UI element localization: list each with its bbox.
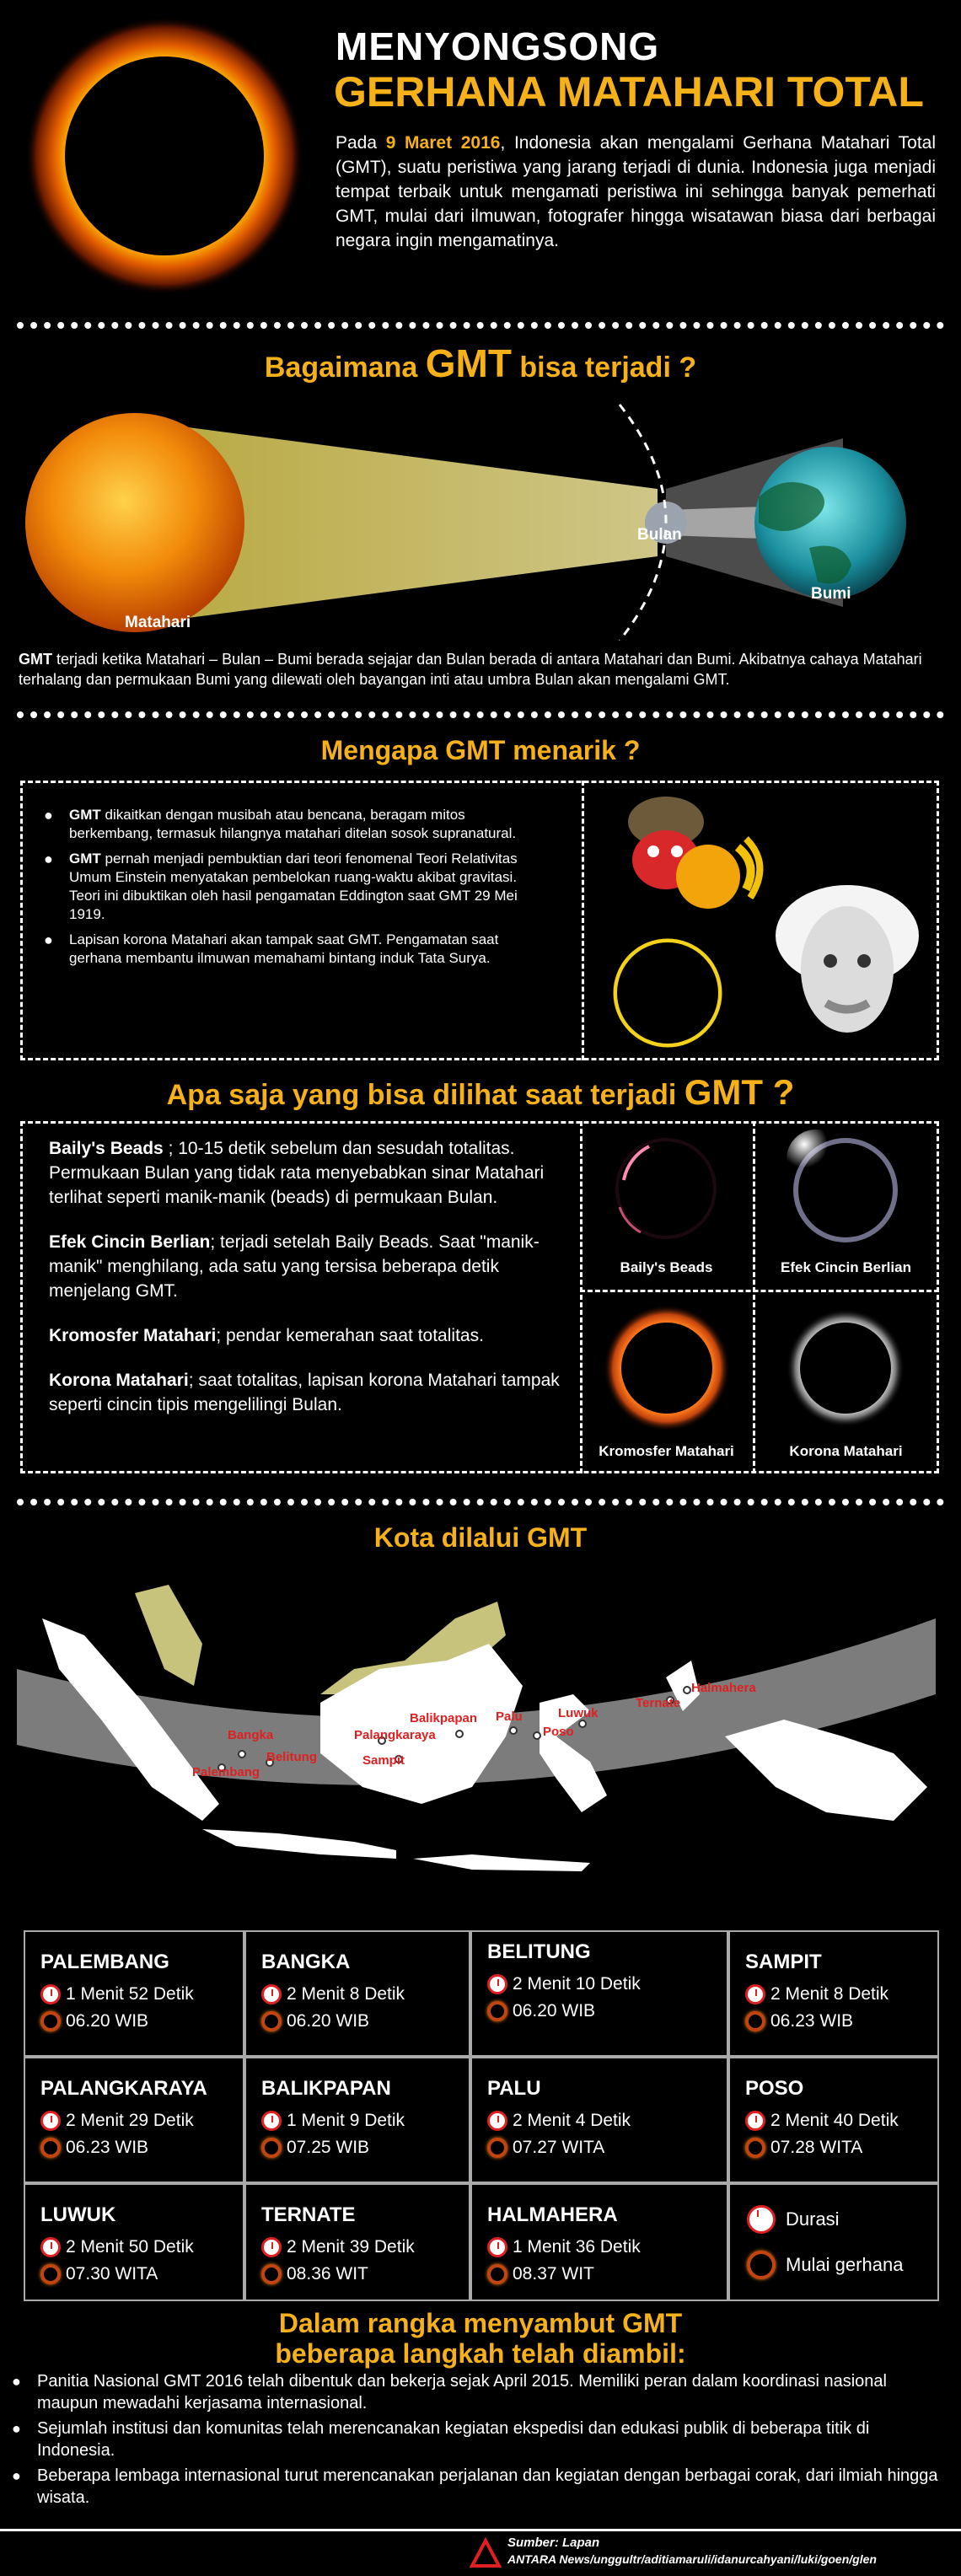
eclipse-start-icon xyxy=(487,2138,507,2158)
divider xyxy=(17,711,944,718)
city-marker xyxy=(683,1686,691,1694)
table-cell: HALMAHERA 1 Menit 36 Detik 08.37 WIT xyxy=(470,2183,728,2301)
eclipse-start-icon xyxy=(745,2138,765,2158)
footer xyxy=(0,2529,961,2576)
list-item: Baily's Beads ; 10-15 detik sebelum dan sesudah totalitas. Permukaan Bulan yang tidak rata menyebabkan sinar Matahari terlihat seperti manik-manik (beads) di permukaan Bulan. xyxy=(49,1139,545,1207)
city-marker xyxy=(578,1720,587,1728)
see-list xyxy=(49,1136,563,1437)
divider xyxy=(17,1499,944,1505)
chromosphere-image xyxy=(604,1305,730,1431)
label-earth: Bumi xyxy=(811,585,851,603)
map-label-palu: Palu xyxy=(496,1709,523,1724)
table-legend xyxy=(728,2183,939,2301)
map-label-sampit: Sampit xyxy=(362,1753,405,1768)
footer-credit: ANTARA News/unggultr/aditiamaruli/idanurcahyani/luki/goen/glen xyxy=(507,2552,877,2566)
how-title: Bagaimana GMT bisa terjadi ? xyxy=(264,341,697,385)
table-cell: BELITUNG 2 Menit 10 Detik 06.20 WIB xyxy=(470,1930,728,2057)
stopwatch-icon xyxy=(261,1984,282,2004)
caption-bailys-beads: Baily's Beads xyxy=(620,1259,713,1275)
how-description: GMT terjadi ketika Matahari – Bulan – Bumi berada sejajar dan Bulan berada di antara Matahari dan Bumi. Akibatnya cahaya Matahari terhalang dan permukaan Bumi yang dilewati oleh bayangan inti atau umbra Bulan akan mengalami GMT. xyxy=(19,651,922,688)
steps-list xyxy=(12,2370,948,2512)
title-line2: GERHANA MATAHARI TOTAL xyxy=(334,68,924,115)
stopwatch-icon xyxy=(747,2205,776,2234)
stopwatch-icon xyxy=(487,2237,507,2257)
map-label-palembang: Palembang xyxy=(192,1765,260,1779)
why-box-divider xyxy=(582,781,584,1060)
eclipse-start-icon xyxy=(40,2264,61,2284)
table-cell: TERNATE 2 Menit 39 Detik 08.36 WIT xyxy=(244,2183,470,2301)
see-title: Apa saja yang bisa dilihat saat terjadi GMT ? xyxy=(166,1072,795,1112)
caption-diamond-ring: Efek Cincin Berlian xyxy=(781,1259,911,1275)
table-cell: PALANGKARAYA 2 Menit 29 Detik 06.23 WIB xyxy=(24,2057,244,2183)
table-cell: BANGKA 2 Menit 8 Detik 06.20 WIB xyxy=(244,1930,470,2057)
stopwatch-icon xyxy=(487,1974,507,1994)
steps-title: Dalam rangka menyambut GMT beberapa langkah telah diambil: xyxy=(275,2308,686,2369)
city-marker xyxy=(238,1750,246,1758)
map-title: Kota dilalui GMT xyxy=(373,1522,588,1553)
eclipse-start-icon xyxy=(487,2001,507,2021)
stopwatch-icon xyxy=(40,1984,61,2004)
stopwatch-icon xyxy=(40,2111,61,2131)
why-title: Mengapa GMT menarik ? xyxy=(320,735,641,765)
table-cell: PALU 2 Menit 4 Detik 07.27 WITA xyxy=(470,2057,728,2183)
legend-duration: Durasi xyxy=(786,2208,840,2230)
antara-logo-icon xyxy=(469,2537,502,2569)
caption-corona: Korona Matahari xyxy=(789,1443,903,1459)
eclipse-start-icon xyxy=(487,2264,507,2284)
table-cell: PALEMBANG 1 Menit 52 Detik 06.20 WIB xyxy=(24,1930,244,2057)
eclipse-start-icon xyxy=(261,2138,282,2158)
legend-start: Mulai gerhana xyxy=(786,2254,904,2275)
footer-source: Sumber: Lapan xyxy=(507,2536,600,2550)
see-box-divider-v2 xyxy=(753,1121,755,1473)
stopwatch-icon xyxy=(40,2237,61,2257)
eclipse-start-icon xyxy=(261,2011,282,2031)
list-item: Kromosfer Matahari; pendar kemerahan saat totalitas. xyxy=(49,1326,484,1345)
map-label-bangka: Bangka xyxy=(228,1728,274,1742)
stopwatch-icon xyxy=(261,2111,282,2131)
map-label-balikpapan: Balikpapan xyxy=(410,1711,478,1725)
table-cell: SAMPIT 2 Menit 8 Detik 06.23 WIB xyxy=(728,1930,939,2057)
sun-icon xyxy=(25,413,244,632)
table-cell: LUWUK 2 Menit 50 Detik 07.30 WITA xyxy=(24,2183,244,2301)
list-item: Efek Cincin Berlian; terjadi setelah Baily Beads. Saat "manik-manik" menghilang, ada satu yang tersisa beberapa detik menjelang GMT. xyxy=(49,1232,540,1301)
eclipse-illustration xyxy=(25,17,303,295)
divider xyxy=(17,322,944,329)
list-item: Korona Matahari; saat totalitas, lapisan korona Matahari tampak seperti cincin tipis mengelilingi Bulan. xyxy=(49,1371,560,1414)
intro-text: Pada 9 Maret 2016, Indonesia akan mengalami Gerhana Matahari Total (GMT), suatu peristiwa yang jarang terjadi di dunia. Indonesia juga menjadi tempat terbaik untuk mengamati peristiwa ini sehingga banyak pemerhati GMT, mulai dari ilmuwan, fotografer hingga wisatawan biasa dari berbagai negara ingin mengamatinya. xyxy=(336,133,937,250)
list-item: ● GMT pernah menjadi pembuktian dari teori fenomenal Teori Relativitas Umum Einstein menyatakan pembelokan ruang-waktu akibat gravitasi. Teori ini dibuktikan oleh hasil pengamatan Eddington saat GMT 29 Mei 1919. xyxy=(44,850,524,924)
eclipse-start-icon xyxy=(261,2264,282,2284)
eclipse-start-icon xyxy=(40,2138,61,2158)
list-item: ● Sejumlah institusi dan komunitas telah merencanakan kegiatan ekspedisi dan edukasi publik di beberapa titik di Indonesia. xyxy=(12,2418,948,2461)
indonesia-map xyxy=(0,1568,961,1905)
list-item: ● Panitia Nasional GMT 2016 telah dibentuk dan bekerja sejak April 2015. Memiliki peran dalam koordinasi nasional maupun mewadahi kerjasama internasional. xyxy=(12,2370,948,2414)
eclipse-start-icon xyxy=(745,2011,765,2031)
list-item: ● Lapisan korona Matahari akan tampak saat GMT. Pengamatan saat gerhana membantu ilmuwan memahami bintang induk Tata Surya. xyxy=(44,931,524,968)
map-label-ternate: Ternate xyxy=(636,1696,681,1710)
city-marker xyxy=(509,1726,518,1735)
map-label-luwuk: Luwuk xyxy=(558,1706,599,1720)
label-sun: Matahari xyxy=(125,614,191,631)
see-box-divider-h xyxy=(580,1290,939,1292)
city-marker xyxy=(455,1730,464,1738)
stopwatch-icon xyxy=(745,1984,765,2004)
map-label-palangkaraya: Palangkaraya xyxy=(354,1728,436,1742)
map-label-belitung: Belitung xyxy=(266,1750,317,1764)
stopwatch-icon xyxy=(261,2237,282,2257)
table-cell: POSO 2 Menit 40 Detik 07.28 WITA xyxy=(728,2057,939,2183)
title-line1: MENYONGSONG xyxy=(336,24,660,68)
list-item: ● GMT dikaitkan dengan musibah atau bencana, beragam mitos berkembang, termasuk hilangnya matahari ditelan sosok supranatural. xyxy=(44,806,524,843)
corona-image xyxy=(782,1305,909,1431)
diamond-ring-image xyxy=(782,1130,909,1248)
city-marker xyxy=(533,1731,541,1740)
table-cell: BALIKPAPAN 1 Menit 9 Detik 07.25 WIB xyxy=(244,2057,470,2183)
map-label-halmahera: Halmahera xyxy=(691,1681,756,1695)
eclipse-start-icon xyxy=(40,2011,61,2031)
see-box-divider-v1 xyxy=(580,1121,583,1473)
stopwatch-icon xyxy=(745,2111,765,2131)
label-moon: Bulan xyxy=(637,526,682,544)
footer-line xyxy=(0,2529,961,2531)
list-item: ● Beberapa lembaga internasional turut merencanakan perjalanan dan kegiatan dengan berbagai corak, dari ilmiah hingga wisata. xyxy=(12,2465,948,2509)
batara-kala-illustration xyxy=(620,788,771,923)
einstein-illustration xyxy=(767,877,927,1054)
caption-chromosphere: Kromosfer Matahari xyxy=(599,1443,734,1459)
eclipse-ring-illustration xyxy=(609,934,727,1052)
bailys-beads-image xyxy=(607,1130,725,1248)
map-label-poso: Poso xyxy=(543,1725,574,1739)
stopwatch-icon xyxy=(487,2111,507,2131)
why-list xyxy=(44,806,524,974)
eclipse-start-icon xyxy=(747,2251,776,2279)
